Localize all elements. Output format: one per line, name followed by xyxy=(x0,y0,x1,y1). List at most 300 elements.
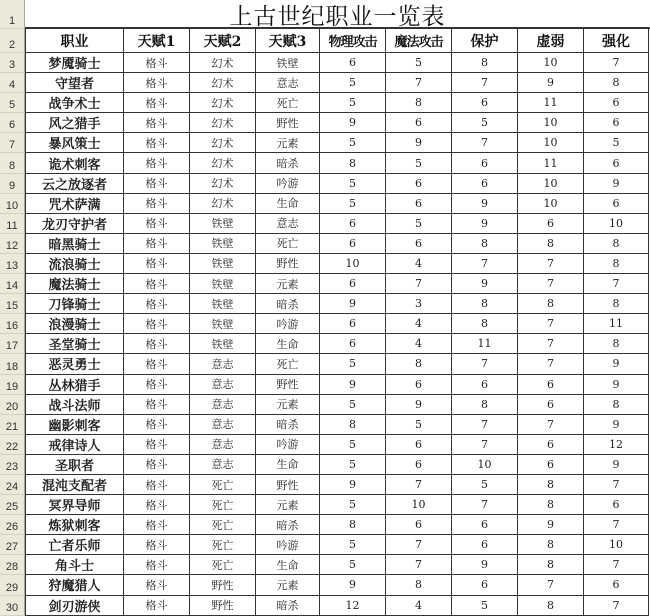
cell-talent2[interactable]: 死亡 xyxy=(190,475,256,495)
cell-class[interactable]: 炼狱刺客 xyxy=(25,515,124,535)
header-cell-physical-attack[interactable]: 物理攻击 xyxy=(320,29,386,53)
row-header[interactable]: 28 xyxy=(0,555,25,575)
cell-physical-attack[interactable]: 12 xyxy=(320,596,386,616)
cell-enhance[interactable]: 7 xyxy=(584,515,649,535)
row-header[interactable]: 7 xyxy=(0,133,25,153)
cell-weakness[interactable]: 6 xyxy=(518,455,584,475)
cell-magic-attack[interactable]: 8 xyxy=(386,93,452,113)
cell-talent1[interactable]: 格斗 xyxy=(124,274,190,294)
cell-class[interactable]: 混沌支配者 xyxy=(25,475,124,495)
cell-magic-attack[interactable]: 4 xyxy=(386,254,452,274)
cell-enhance[interactable]: 8 xyxy=(584,73,649,93)
cell-class[interactable]: 浪漫骑士 xyxy=(25,314,124,334)
cell-talent3[interactable]: 死亡 xyxy=(256,234,320,254)
cell-weakness[interactable]: 6 xyxy=(518,395,584,415)
cell-physical-attack[interactable]: 5 xyxy=(320,495,386,515)
cell-physical-attack[interactable]: 6 xyxy=(320,314,386,334)
cell-class[interactable]: 咒术萨满 xyxy=(25,194,124,214)
cell-talent2[interactable]: 死亡 xyxy=(190,495,256,515)
header-cell-enhance[interactable]: 强化 xyxy=(584,29,649,53)
table-row xyxy=(0,535,650,555)
cell-magic-attack[interactable]: 9 xyxy=(386,133,452,153)
cell-talent2[interactable]: 铁壁 xyxy=(190,254,256,274)
cell-protection[interactable]: 8 xyxy=(452,314,518,334)
cell-class[interactable]: 冥界导师 xyxy=(25,495,124,515)
cell-magic-attack[interactable]: 5 xyxy=(386,415,452,435)
cell-talent3[interactable]: 暗杀 xyxy=(256,415,320,435)
cell-protection[interactable]: 6 xyxy=(452,174,518,194)
cell-weakness[interactable]: 11 xyxy=(518,93,584,113)
cell-magic-attack[interactable]: 6 xyxy=(386,113,452,133)
cell-enhance[interactable]: 7 xyxy=(584,596,649,616)
cell-talent3[interactable]: 暗杀 xyxy=(256,294,320,314)
header-cell-talent2[interactable]: 天赋2 xyxy=(190,29,256,53)
cell-talent3[interactable]: 吟游 xyxy=(256,435,320,455)
cell-class[interactable]: 战争术士 xyxy=(25,93,124,113)
cell-enhance[interactable]: 11 xyxy=(584,314,649,334)
cell-magic-attack[interactable]: 4 xyxy=(386,596,452,616)
header-cell-class[interactable]: 职业 xyxy=(25,29,124,53)
table-row xyxy=(0,133,650,153)
cell-talent2[interactable]: 铁壁 xyxy=(190,274,256,294)
table-row xyxy=(0,274,650,294)
row-header[interactable]: 14 xyxy=(0,274,25,294)
cell-class[interactable]: 幽影刺客 xyxy=(25,415,124,435)
cell-weakness[interactable]: 7 xyxy=(518,254,584,274)
cell-protection[interactable]: 7 xyxy=(452,133,518,153)
cell-protection[interactable]: 9 xyxy=(452,214,518,234)
cell-magic-attack[interactable]: 6 xyxy=(386,435,452,455)
cell-weakness[interactable]: 7 xyxy=(518,274,584,294)
cell-talent2[interactable]: 幻术 xyxy=(190,153,256,173)
cell-talent1[interactable]: 格斗 xyxy=(124,73,190,93)
cell-magic-attack[interactable]: 8 xyxy=(386,575,452,595)
cell-class[interactable]: 魔法骑士 xyxy=(25,274,124,294)
cell-magic-attack[interactable]: 7 xyxy=(386,73,452,93)
cell-talent1[interactable]: 格斗 xyxy=(124,415,190,435)
cell-talent3[interactable]: 野性 xyxy=(256,254,320,274)
row-header[interactable]: 1 xyxy=(0,0,25,29)
cell-talent3[interactable]: 元素 xyxy=(256,274,320,294)
cell-talent3[interactable]: 暗杀 xyxy=(256,515,320,535)
cell-talent1[interactable]: 格斗 xyxy=(124,254,190,274)
cell-talent1[interactable]: 格斗 xyxy=(124,294,190,314)
cell-enhance[interactable]: 12 xyxy=(584,435,649,455)
cell-enhance[interactable]: 8 xyxy=(584,395,649,415)
cell-protection[interactable]: 7 xyxy=(452,254,518,274)
cell-physical-attack[interactable]: 5 xyxy=(320,354,386,374)
cell-talent2[interactable]: 意志 xyxy=(190,435,256,455)
cell-magic-attack[interactable]: 5 xyxy=(386,153,452,173)
cell-class[interactable]: 剑刃游侠 xyxy=(25,596,124,616)
row-header[interactable]: 19 xyxy=(0,375,25,395)
cell-weakness[interactable]: 8 xyxy=(518,495,584,515)
cell-weakness[interactable]: 10 xyxy=(518,133,584,153)
cell-magic-attack[interactable]: 9 xyxy=(386,395,452,415)
cell-protection[interactable]: 10 xyxy=(452,455,518,475)
cell-enhance[interactable]: 9 xyxy=(584,354,649,374)
cell-talent3[interactable]: 生命 xyxy=(256,194,320,214)
cell-physical-attack[interactable]: 5 xyxy=(320,73,386,93)
cell-class[interactable]: 梦魇骑士 xyxy=(25,53,124,73)
cell-enhance[interactable]: 7 xyxy=(584,475,649,495)
cell-class[interactable]: 戒律诗人 xyxy=(25,435,124,455)
cell-talent3[interactable]: 生命 xyxy=(256,334,320,354)
cell-talent1[interactable]: 格斗 xyxy=(124,575,190,595)
cell-weakness[interactable]: 10 xyxy=(518,194,584,214)
row-header[interactable]: 21 xyxy=(0,415,25,435)
cell-physical-attack[interactable]: 5 xyxy=(320,555,386,575)
cell-protection[interactable]: 9 xyxy=(452,555,518,575)
row-header[interactable]: 23 xyxy=(0,455,25,475)
cell-talent2[interactable]: 野性 xyxy=(190,596,256,616)
cell-magic-attack[interactable]: 7 xyxy=(386,274,452,294)
cell-class[interactable]: 流浪骑士 xyxy=(25,254,124,274)
cell-talent2[interactable]: 铁壁 xyxy=(190,334,256,354)
cell-talent2[interactable]: 幻术 xyxy=(190,133,256,153)
cell-talent1[interactable]: 格斗 xyxy=(124,53,190,73)
header-cell-magic-attack[interactable]: 魔法攻击 xyxy=(386,29,452,53)
cell-talent3[interactable]: 死亡 xyxy=(256,93,320,113)
cell-class[interactable]: 云之放逐者 xyxy=(25,174,124,194)
cell-talent1[interactable]: 格斗 xyxy=(124,314,190,334)
table-row xyxy=(0,354,650,374)
cell-weakness[interactable]: 7 xyxy=(518,415,584,435)
cell-protection[interactable]: 7 xyxy=(452,435,518,455)
cell-physical-attack[interactable]: 5 xyxy=(320,174,386,194)
cell-talent1[interactable]: 格斗 xyxy=(124,234,190,254)
cell-physical-attack[interactable]: 9 xyxy=(320,375,386,395)
row-header[interactable]: 29 xyxy=(0,575,25,595)
cell-talent3[interactable]: 死亡 xyxy=(256,354,320,374)
cell-talent3[interactable]: 野性 xyxy=(256,113,320,133)
cell-talent2[interactable]: 死亡 xyxy=(190,535,256,555)
row-header[interactable]: 4 xyxy=(0,73,25,93)
cell-weakness[interactable]: 9 xyxy=(518,515,584,535)
row-header[interactable]: 3 xyxy=(0,53,25,73)
cell-protection[interactable]: 5 xyxy=(452,113,518,133)
cell-protection[interactable]: 8 xyxy=(452,234,518,254)
row-header[interactable]: 15 xyxy=(0,294,25,314)
cell-class[interactable]: 战斗法师 xyxy=(25,395,124,415)
cell-protection[interactable]: 6 xyxy=(452,153,518,173)
cell-physical-attack[interactable]: 6 xyxy=(320,234,386,254)
cell-magic-attack[interactable]: 5 xyxy=(386,214,452,234)
cell-talent3[interactable]: 野性 xyxy=(256,375,320,395)
cell-magic-attack[interactable]: 4 xyxy=(386,314,452,334)
cell-talent2[interactable]: 意志 xyxy=(190,455,256,475)
cell-physical-attack[interactable]: 10 xyxy=(320,254,386,274)
cell-talent2[interactable]: 野性 xyxy=(190,575,256,595)
row-header[interactable]: 16 xyxy=(0,314,25,334)
cell-talent1[interactable]: 格斗 xyxy=(124,133,190,153)
cell-weakness[interactable]: 6 xyxy=(518,435,584,455)
cell-protection[interactable]: 6 xyxy=(452,515,518,535)
row-header[interactable]: 8 xyxy=(0,153,25,173)
row-header[interactable]: 5 xyxy=(0,93,25,113)
cell-magic-attack[interactable]: 5 xyxy=(386,53,452,73)
row-header[interactable]: 10 xyxy=(0,194,25,214)
cell-weakness[interactable]: 9 xyxy=(518,73,584,93)
cell-magic-attack[interactable]: 6 xyxy=(386,194,452,214)
cell-physical-attack[interactable]: 9 xyxy=(320,575,386,595)
cell-talent2[interactable]: 铁壁 xyxy=(190,214,256,234)
cell-class[interactable]: 恶灵勇士 xyxy=(25,354,124,374)
cell-talent3[interactable]: 吟游 xyxy=(256,314,320,334)
cell-talent1[interactable]: 格斗 xyxy=(124,596,190,616)
cell-physical-attack[interactable]: 6 xyxy=(320,334,386,354)
cell-enhance[interactable]: 9 xyxy=(584,174,649,194)
cell-talent2[interactable]: 意志 xyxy=(190,395,256,415)
cell-talent3[interactable]: 暗杀 xyxy=(256,596,320,616)
cell-talent1[interactable]: 格斗 xyxy=(124,375,190,395)
row-header[interactable]: 18 xyxy=(0,354,25,374)
cell-talent3[interactable]: 元素 xyxy=(256,575,320,595)
cell-talent3[interactable]: 暗杀 xyxy=(256,153,320,173)
cell-protection[interactable]: 7 xyxy=(452,415,518,435)
cell-magic-attack[interactable]: 6 xyxy=(386,174,452,194)
cell-talent1[interactable]: 格斗 xyxy=(124,334,190,354)
cell-enhance[interactable]: 9 xyxy=(584,415,649,435)
cell-protection[interactable]: 5 xyxy=(452,596,518,616)
cell-talent1[interactable]: 格斗 xyxy=(124,495,190,515)
cell-physical-attack[interactable]: 5 xyxy=(320,435,386,455)
cell-physical-attack[interactable]: 5 xyxy=(320,93,386,113)
cell-enhance[interactable]: 10 xyxy=(584,214,649,234)
cell-talent2[interactable]: 意志 xyxy=(190,354,256,374)
cell-class[interactable]: 暴风策士 xyxy=(25,133,124,153)
cell-enhance[interactable]: 7 xyxy=(584,53,649,73)
cell-protection[interactable]: 6 xyxy=(452,535,518,555)
cell-talent2[interactable]: 意志 xyxy=(190,415,256,435)
cell-physical-attack[interactable]: 8 xyxy=(320,515,386,535)
cell-enhance[interactable]: 9 xyxy=(584,375,649,395)
cell-protection[interactable]: 7 xyxy=(452,73,518,93)
header-cell-protection[interactable]: 保护 xyxy=(452,29,518,53)
cell-talent1[interactable]: 格斗 xyxy=(124,555,190,575)
cell-weakness[interactable]: 8 xyxy=(518,596,584,616)
row-header[interactable]: 2 xyxy=(0,29,25,53)
header-cell-talent1[interactable]: 天赋1 xyxy=(124,29,190,53)
cell-talent2[interactable]: 幻术 xyxy=(190,113,256,133)
cell-enhance[interactable]: 8 xyxy=(584,234,649,254)
cell-enhance[interactable]: 6 xyxy=(584,113,649,133)
cell-talent2[interactable]: 意志 xyxy=(190,375,256,395)
cell-talent1[interactable]: 格斗 xyxy=(124,93,190,113)
cell-physical-attack[interactable]: 6 xyxy=(320,53,386,73)
cell-class[interactable]: 守望者 xyxy=(25,73,124,93)
cell-protection[interactable]: 8 xyxy=(452,395,518,415)
cell-talent2[interactable]: 幻术 xyxy=(190,73,256,93)
cell-magic-attack[interactable]: 6 xyxy=(386,455,452,475)
cell-weakness[interactable]: 6 xyxy=(518,214,584,234)
cell-physical-attack[interactable]: 6 xyxy=(320,274,386,294)
cell-talent2[interactable]: 幻术 xyxy=(190,174,256,194)
cell-physical-attack[interactable]: 8 xyxy=(320,415,386,435)
header-cell-talent3[interactable]: 天赋3 xyxy=(256,29,320,53)
cell-protection[interactable]: 9 xyxy=(452,194,518,214)
cell-physical-attack[interactable]: 9 xyxy=(320,294,386,314)
cell-protection[interactable]: 7 xyxy=(452,495,518,515)
table-row xyxy=(0,475,650,495)
cell-physical-attack[interactable]: 5 xyxy=(320,395,386,415)
cell-class[interactable]: 圣职者 xyxy=(25,455,124,475)
cell-talent1[interactable]: 格斗 xyxy=(124,515,190,535)
cell-weakness[interactable]: 11 xyxy=(518,153,584,173)
cell-magic-attack[interactable]: 7 xyxy=(386,555,452,575)
cell-talent1[interactable]: 格斗 xyxy=(124,153,190,173)
row-header[interactable]: 12 xyxy=(0,234,25,254)
cell-weakness[interactable]: 8 xyxy=(518,475,584,495)
cell-enhance[interactable]: 6 xyxy=(584,93,649,113)
cell-protection[interactable]: 8 xyxy=(452,53,518,73)
cell-magic-attack[interactable]: 4 xyxy=(386,334,452,354)
cell-weakness[interactable]: 8 xyxy=(518,234,584,254)
cell-talent2[interactable]: 幻术 xyxy=(190,53,256,73)
cell-class[interactable]: 角斗士 xyxy=(25,555,124,575)
cell-class[interactable]: 丛林猎手 xyxy=(25,375,124,395)
cell-talent3[interactable]: 生命 xyxy=(256,455,320,475)
cell-talent3[interactable]: 元素 xyxy=(256,395,320,415)
cell-talent3[interactable]: 元素 xyxy=(256,133,320,153)
header-cell-weakness[interactable]: 虚弱 xyxy=(518,29,584,53)
cell-talent1[interactable]: 格斗 xyxy=(124,194,190,214)
cell-weakness[interactable]: 7 xyxy=(518,314,584,334)
cell-enhance[interactable]: 9 xyxy=(584,455,649,475)
cell-talent2[interactable]: 铁壁 xyxy=(190,314,256,334)
row-header[interactable]: 6 xyxy=(0,113,25,133)
row-header[interactable]: 11 xyxy=(0,214,25,234)
cell-class[interactable]: 刀锋骑士 xyxy=(25,294,124,314)
cell-talent3[interactable]: 意志 xyxy=(256,73,320,93)
cell-weakness[interactable]: 8 xyxy=(518,555,584,575)
table-row xyxy=(0,53,650,73)
cell-magic-attack[interactable]: 6 xyxy=(386,515,452,535)
cell-talent1[interactable]: 格斗 xyxy=(124,475,190,495)
table-row xyxy=(0,113,650,133)
cell-class[interactable]: 亡者乐师 xyxy=(25,535,124,555)
cell-protection[interactable]: 7 xyxy=(452,354,518,374)
cell-enhance[interactable]: 8 xyxy=(584,294,649,314)
cell-magic-attack[interactable]: 7 xyxy=(386,475,452,495)
cell-enhance[interactable]: 6 xyxy=(584,194,649,214)
row-header[interactable]: 24 xyxy=(0,475,25,495)
cell-talent2[interactable]: 铁壁 xyxy=(190,294,256,314)
cell-class[interactable]: 暗黑骑士 xyxy=(25,234,124,254)
cell-weakness[interactable]: 7 xyxy=(518,334,584,354)
row-header[interactable]: 27 xyxy=(0,535,25,555)
cell-talent3[interactable]: 野性 xyxy=(256,475,320,495)
cell-talent1[interactable]: 格斗 xyxy=(124,174,190,194)
cell-protection[interactable]: 6 xyxy=(452,575,518,595)
row-header[interactable]: 9 xyxy=(0,174,25,194)
cell-weakness[interactable]: 8 xyxy=(518,294,584,314)
cell-talent3[interactable]: 意志 xyxy=(256,214,320,234)
cell-protection[interactable]: 6 xyxy=(452,93,518,113)
cell-weakness[interactable]: 8 xyxy=(518,535,584,555)
cell-talent1[interactable]: 格斗 xyxy=(124,113,190,133)
cell-talent1[interactable]: 格斗 xyxy=(124,214,190,234)
cell-talent1[interactable]: 格斗 xyxy=(124,455,190,475)
row-header[interactable]: 20 xyxy=(0,395,25,415)
cell-class[interactable]: 龙刃守护者 xyxy=(25,214,124,234)
cell-physical-attack[interactable]: 5 xyxy=(320,455,386,475)
table-row xyxy=(0,214,650,234)
cell-class[interactable]: 狩魔猎人 xyxy=(25,575,124,595)
row-header[interactable]: 17 xyxy=(0,334,25,354)
cell-talent2[interactable]: 死亡 xyxy=(190,515,256,535)
cell-physical-attack[interactable]: 8 xyxy=(320,153,386,173)
cell-talent3[interactable]: 元素 xyxy=(256,495,320,515)
cell-protection[interactable]: 5 xyxy=(452,475,518,495)
cell-enhance[interactable]: 10 xyxy=(584,535,649,555)
row-header[interactable]: 13 xyxy=(0,254,25,274)
cell-weakness[interactable]: 10 xyxy=(518,53,584,73)
cell-enhance[interactable]: 6 xyxy=(584,153,649,173)
cell-weakness[interactable]: 7 xyxy=(518,575,584,595)
cell-protection[interactable]: 11 xyxy=(452,334,518,354)
cell-protection[interactable]: 9 xyxy=(452,274,518,294)
cell-magic-attack[interactable]: 7 xyxy=(386,535,452,555)
row-header[interactable]: 22 xyxy=(0,435,25,455)
cell-talent2[interactable]: 铁壁 xyxy=(190,234,256,254)
cell-protection[interactable]: 6 xyxy=(452,375,518,395)
cell-talent1[interactable]: 格斗 xyxy=(124,354,190,374)
cell-talent3[interactable]: 吟游 xyxy=(256,174,320,194)
cell-physical-attack[interactable]: 5 xyxy=(320,535,386,555)
cell-talent2[interactable]: 死亡 xyxy=(190,555,256,575)
cell-talent2[interactable]: 幻术 xyxy=(190,93,256,113)
cell-weakness[interactable]: 10 xyxy=(518,113,584,133)
cell-magic-attack[interactable]: 10 xyxy=(386,495,452,515)
sheet-title[interactable]: 上古世纪职业一览表 xyxy=(25,0,650,29)
cell-talent3[interactable]: 生命 xyxy=(256,555,320,575)
cell-enhance[interactable]: 8 xyxy=(584,254,649,274)
cell-weakness[interactable]: 6 xyxy=(518,375,584,395)
cell-talent1[interactable]: 格斗 xyxy=(124,435,190,455)
row-header[interactable]: 25 xyxy=(0,495,25,515)
cell-enhance[interactable]: 6 xyxy=(584,575,649,595)
cell-physical-attack[interactable]: 5 xyxy=(320,194,386,214)
cell-physical-attack[interactable]: 5 xyxy=(320,133,386,153)
cell-weakness[interactable]: 7 xyxy=(518,354,584,374)
cell-magic-attack[interactable]: 8 xyxy=(386,354,452,374)
cell-enhance[interactable]: 5 xyxy=(584,133,649,153)
cell-magic-attack[interactable]: 6 xyxy=(386,234,452,254)
cell-magic-attack[interactable]: 3 xyxy=(386,294,452,314)
cell-class[interactable]: 风之猎手 xyxy=(25,113,124,133)
cell-talent2[interactable]: 幻术 xyxy=(190,194,256,214)
cell-talent1[interactable]: 格斗 xyxy=(124,395,190,415)
cell-talent1[interactable]: 格斗 xyxy=(124,535,190,555)
cell-enhance[interactable]: 8 xyxy=(584,334,649,354)
cell-physical-attack[interactable]: 9 xyxy=(320,475,386,495)
cell-class[interactable]: 诡术刺客 xyxy=(25,153,124,173)
cell-talent3[interactable]: 吟游 xyxy=(256,535,320,555)
row-header[interactable]: 26 xyxy=(0,515,25,535)
cell-talent3[interactable]: 铁壁 xyxy=(256,53,320,73)
cell-magic-attack[interactable]: 6 xyxy=(386,375,452,395)
cell-enhance[interactable]: 7 xyxy=(584,555,649,575)
cell-class[interactable]: 圣堂骑士 xyxy=(25,334,124,354)
cell-enhance[interactable]: 7 xyxy=(584,274,649,294)
cell-physical-attack[interactable]: 9 xyxy=(320,113,386,133)
cell-enhance[interactable]: 6 xyxy=(584,495,649,515)
cell-protection[interactable]: 8 xyxy=(452,294,518,314)
row-header[interactable]: 30 xyxy=(0,596,25,616)
cell-physical-attack[interactable]: 6 xyxy=(320,214,386,234)
cell-weakness[interactable]: 10 xyxy=(518,174,584,194)
